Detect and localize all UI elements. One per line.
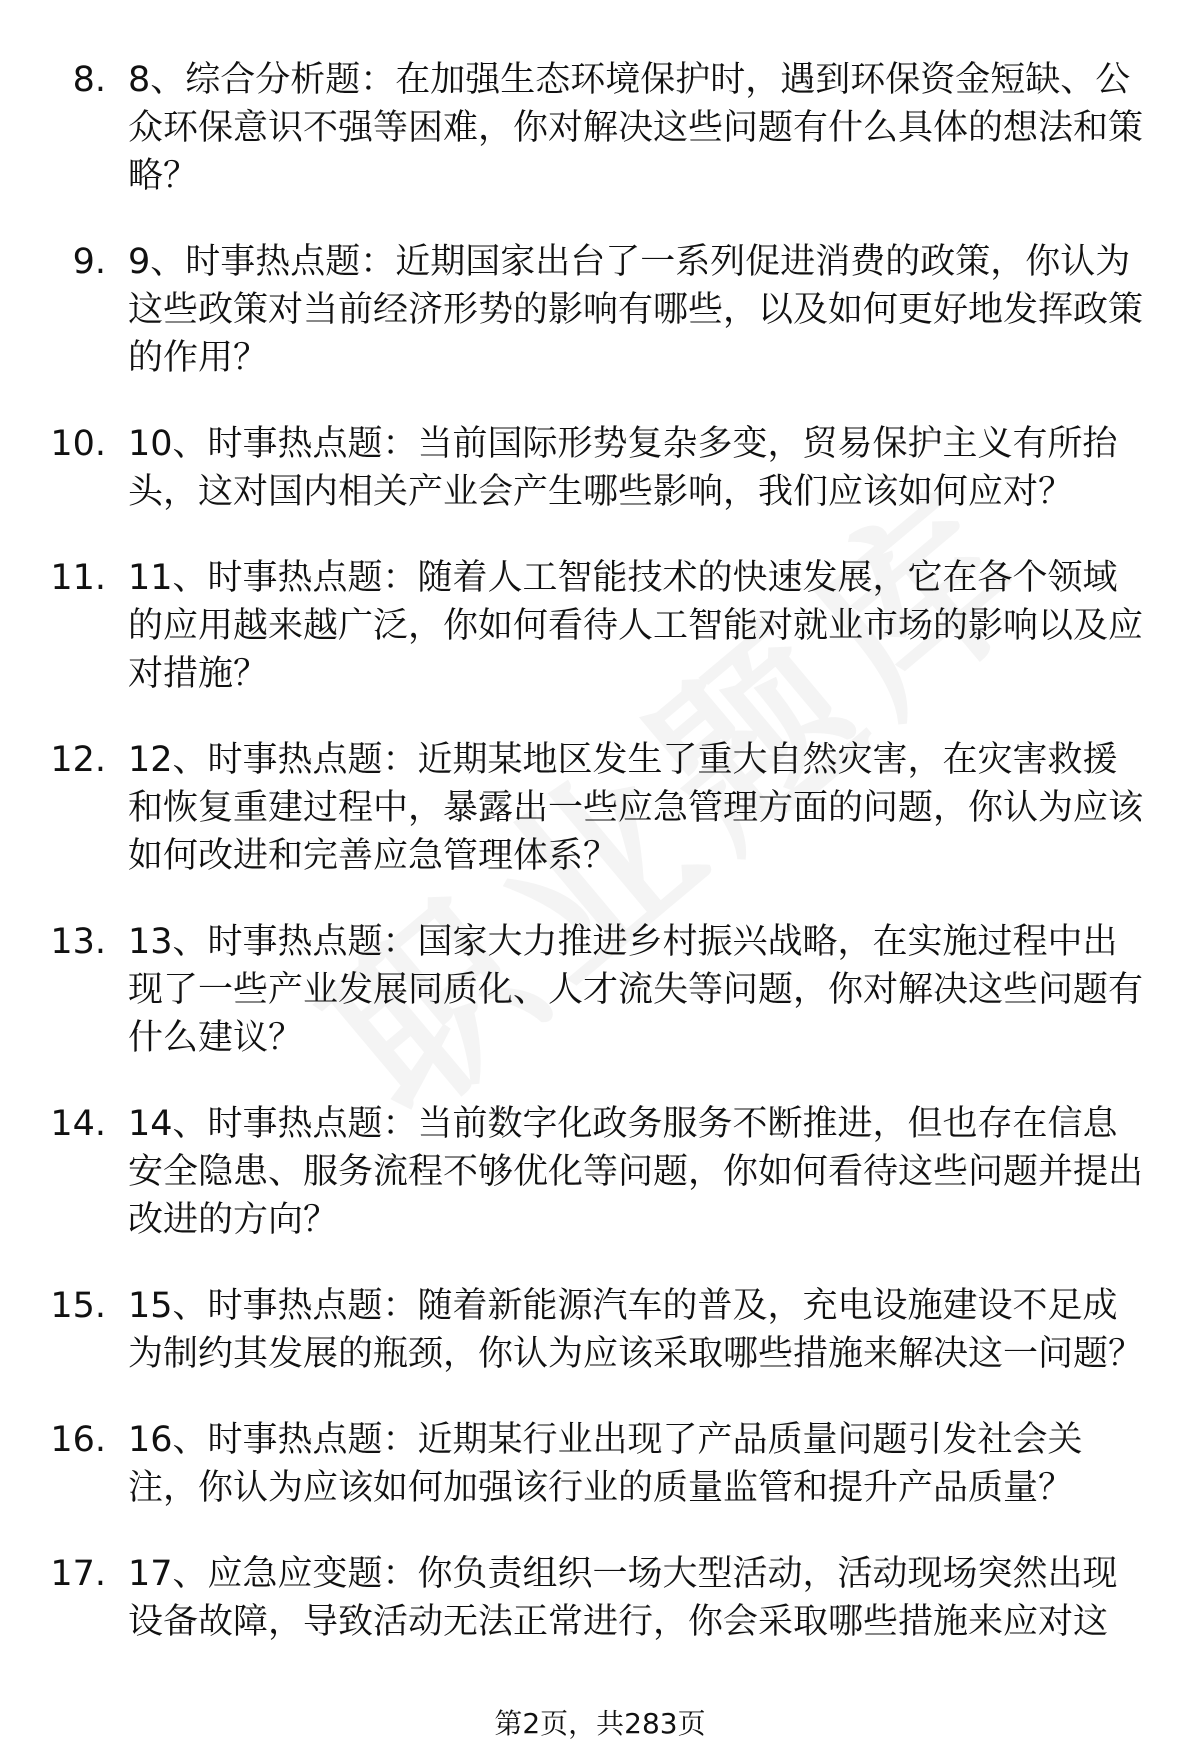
item-number: 17. bbox=[50, 1554, 106, 1594]
item-text: 15、时事热点题：随着新能源汽车的普及，充电设施建设不足成为制约其发展的瓶颈，你认为应该采取哪些措施来解决这一问题？ bbox=[128, 1286, 1144, 1374]
list-item bbox=[0, 420, 1200, 516]
item-number: 12. bbox=[50, 740, 106, 780]
list-item bbox=[0, 554, 1200, 698]
item-text: 10、时事热点题：当前国际形势复杂多变，贸易保护主义有所抬头，这对国内相关产业会产生哪些影响，我们应该如何应对？ bbox=[128, 424, 1118, 512]
item-text: 13、时事热点题：国家大力推进乡村振兴战略，在实施过程中出现了一些产业发展同质化、人才流失等问题，你对解决这些问题有什么建议？ bbox=[128, 922, 1144, 1058]
item-number: 9. bbox=[72, 242, 106, 282]
item-text: 16、时事热点题：近期某行业出现了产品质量问题引发社会关注，你认为应该如何加强该行业的质量监管和提升产品质量？ bbox=[128, 1420, 1083, 1508]
item-text: 9、时事热点题：近期国家出台了一系列促进消费的政策，你认为这些政策对当前经济形势的影响有哪些，以及如何更好地发挥政策的作用？ bbox=[128, 242, 1144, 378]
list-item bbox=[0, 1550, 1200, 1646]
list-item bbox=[0, 238, 1200, 382]
list-item bbox=[0, 1416, 1200, 1512]
item-number: 8. bbox=[72, 60, 106, 100]
question-list bbox=[0, 56, 1200, 1684]
item-text: 17、应急应变题：你负责组织一场大型活动，活动现场突然出现设备故障，导致活动无法正常进行，你会采取哪些措施来应对这 bbox=[128, 1554, 1118, 1642]
item-text: 8、综合分析题：在加强生态环境保护时，遇到环保资金短缺、公众环保意识不强等困难，你对解决这些问题有什么具体的想法和策略？ bbox=[128, 60, 1144, 196]
item-number: 16. bbox=[50, 1420, 106, 1460]
list-item bbox=[0, 736, 1200, 880]
list-item bbox=[0, 918, 1200, 1062]
item-text: 11、时事热点题：随着人工智能技术的快速发展，它在各个领域的应用越来越广泛，你如何看待人工智能对就业市场的影响以及应对措施？ bbox=[128, 558, 1144, 694]
item-text: 14、时事热点题：当前数字化政务服务不断推进，但也存在信息安全隐患、服务流程不够优化等问题，你如何看待这些问题并提出改进的方向？ bbox=[128, 1104, 1144, 1240]
item-text: 12、时事热点题：近期某地区发生了重大自然灾害，在灾害救援和恢复重建过程中，暴露出一些应急管理方面的问题，你认为应该如何改进和完善应急管理体系？ bbox=[128, 740, 1144, 876]
list-item bbox=[0, 1100, 1200, 1244]
item-number: 10. bbox=[50, 424, 106, 464]
item-number: 15. bbox=[50, 1286, 106, 1326]
page-number: 第2页，共283页 bbox=[494, 1707, 706, 1740]
list-item bbox=[0, 56, 1200, 200]
item-number: 14. bbox=[50, 1104, 106, 1144]
item-number: 13. bbox=[50, 922, 106, 962]
item-number: 11. bbox=[50, 558, 106, 598]
list-item bbox=[0, 1282, 1200, 1378]
